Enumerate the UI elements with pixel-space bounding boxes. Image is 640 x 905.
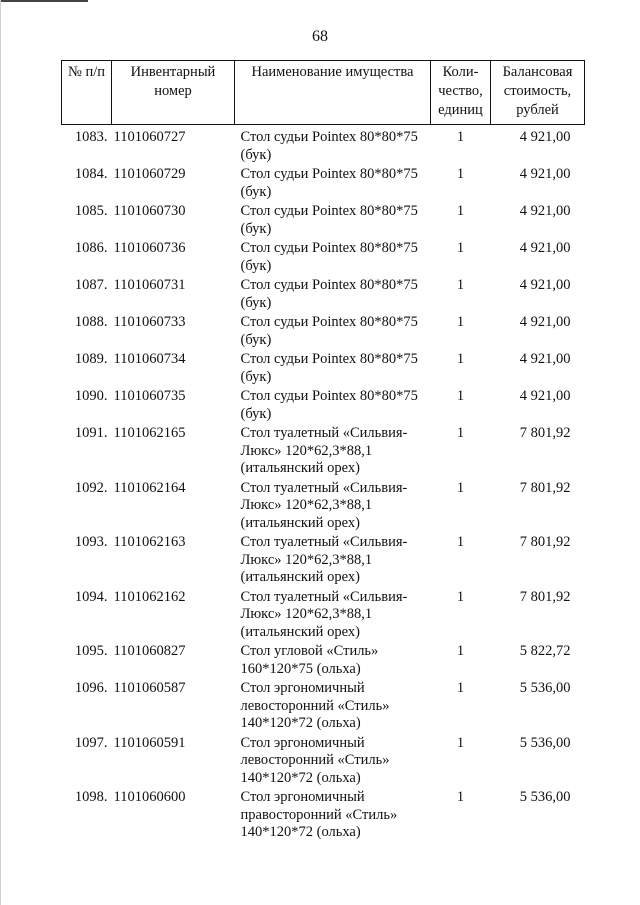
quantity: 1 — [456, 388, 465, 404]
row-number: 1083. — [74, 129, 108, 145]
inventory-number: 1101062165 — [113, 425, 186, 441]
inventory-number: 1101060733 — [113, 314, 186, 330]
table-row — [62, 589, 585, 644]
quantity: 1 — [456, 680, 465, 696]
property-name: Стол туалетный «Сильвия-Люкс» 120*62,3*88,1 (итальянский орех) — [240, 534, 408, 585]
header-name: Наименование имущества — [235, 61, 431, 125]
row-number: 1090. — [74, 388, 108, 404]
quantity: 1 — [456, 425, 465, 441]
table-row — [62, 735, 585, 790]
property-name: Стол судьи Pointex 80*80*75 (бук) — [240, 277, 418, 311]
inventory-number: 1101060591 — [113, 734, 186, 751]
inventory-number: 1101060727 — [113, 129, 186, 145]
table-row — [62, 425, 585, 480]
inventory-number: 1101062164 — [113, 479, 186, 496]
table-row — [62, 789, 585, 844]
balance-cost: 7 801,92 — [519, 425, 571, 441]
header-row — [62, 61, 585, 125]
balance-cost: 4 921,00 — [519, 203, 571, 219]
row-number: 1095. — [74, 643, 108, 659]
property-name: Стол эргономичный правосторонний «Стиль» 140*120*72 (ольха) — [240, 789, 398, 840]
row-number: 1088. — [74, 314, 108, 330]
balance-cost: 4 921,00 — [519, 388, 571, 404]
row-number: 1087. — [74, 277, 108, 293]
balance-cost: 7 801,92 — [519, 479, 571, 496]
scan-edge-mark — [0, 0, 88, 2]
inventory-number: 1101060736 — [113, 240, 186, 256]
balance-cost: 7 801,92 — [519, 534, 571, 550]
property-table — [61, 60, 585, 844]
property-name: Стол судьи Pointex 80*80*75 (бук) — [240, 351, 418, 385]
quantity: 1 — [456, 314, 465, 330]
page-number: 68 — [312, 28, 328, 45]
quantity: 1 — [456, 534, 465, 550]
table-row — [62, 388, 585, 425]
quantity: 1 — [456, 166, 465, 182]
inventory-number: 1101062162 — [113, 588, 186, 605]
row-number: 1094. — [74, 588, 108, 605]
table-body — [62, 125, 585, 844]
header-cost: Балансовая стоимость, рублей — [491, 61, 585, 125]
balance-cost: 4 921,00 — [519, 166, 571, 182]
quantity: 1 — [456, 479, 465, 496]
quantity: 1 — [456, 643, 465, 659]
inventory-number: 1101060731 — [113, 277, 186, 293]
inventory-number: 1101060730 — [113, 203, 186, 219]
balance-cost: 4 921,00 — [519, 129, 571, 145]
property-name: Стол судьи Pointex 80*80*75 (бук) — [240, 129, 418, 163]
table-row — [62, 351, 585, 388]
quantity: 1 — [456, 129, 465, 145]
row-number: 1093. — [74, 534, 108, 550]
table-row — [62, 277, 585, 314]
inventory-number: 1101060734 — [113, 351, 186, 367]
quantity: 1 — [456, 789, 465, 805]
row-number: 1084. — [74, 166, 108, 182]
balance-cost: 7 801,92 — [519, 588, 571, 605]
property-name: Стол туалетный «Сильвия-Люкс» 120*62,3*88,1 (итальянский орех) — [240, 425, 408, 476]
header-num: № п/п — [62, 61, 112, 125]
inventory-number: 1101062163 — [113, 534, 186, 550]
table-row — [62, 314, 585, 351]
table-header — [62, 61, 585, 125]
quantity: 1 — [456, 203, 465, 219]
quantity: 1 — [456, 240, 465, 256]
balance-cost: 5 536,00 — [519, 680, 571, 696]
row-number: 1091. — [74, 425, 108, 441]
table-row — [62, 240, 585, 277]
balance-cost: 5 536,00 — [519, 789, 571, 805]
row-number: 1086. — [74, 240, 108, 256]
property-name: Стол судьи Pointex 80*80*75 (бук) — [240, 314, 418, 348]
quantity: 1 — [456, 588, 465, 605]
row-number: 1092. — [74, 479, 108, 496]
balance-cost: 5 536,00 — [519, 734, 571, 751]
property-name: Стол туалетный «Сильвия-Люкс» 120*62,3*88,1 (итальянский орех) — [240, 479, 408, 531]
inventory-number: 1101060587 — [113, 680, 186, 696]
row-number: 1089. — [74, 351, 108, 367]
table-row — [62, 125, 585, 167]
scan-left-edge — [0, 0, 1, 905]
table-row — [62, 480, 585, 535]
property-name: Стол судьи Pointex 80*80*75 (бук) — [240, 203, 418, 237]
inventory-number: 1101060600 — [113, 789, 186, 805]
quantity: 1 — [456, 277, 465, 293]
header-qty: Коли-чество, единиц — [431, 61, 491, 125]
row-number: 1098. — [74, 789, 108, 805]
table-row — [62, 643, 585, 680]
balance-cost: 4 921,00 — [519, 314, 571, 330]
table-row — [62, 166, 585, 203]
header-inventory: Инвентарный номер — [112, 61, 235, 125]
row-number: 1096. — [74, 680, 108, 696]
balance-cost: 4 921,00 — [519, 351, 571, 367]
property-name: Стол судьи Pointex 80*80*75 (бук) — [240, 388, 418, 422]
row-number: 1097. — [74, 734, 108, 751]
table-row — [62, 534, 585, 589]
balance-cost: 4 921,00 — [519, 277, 571, 293]
property-name: Стол туалетный «Сильвия-Люкс» 120*62,3*88,1 (итальянский орех) — [240, 588, 408, 640]
table-row — [62, 203, 585, 240]
inventory-number: 1101060827 — [113, 643, 186, 659]
balance-cost: 4 921,00 — [519, 240, 571, 256]
row-number: 1085. — [74, 203, 108, 219]
table-row — [62, 680, 585, 735]
inventory-number: 1101060729 — [113, 166, 186, 182]
quantity: 1 — [456, 351, 465, 367]
property-name: Стол эргономичный левосторонний «Стиль» 140*120*72 (ольха) — [240, 734, 390, 786]
property-name: Стол эргономичный левосторонний «Стиль» 140*120*72 (ольха) — [240, 680, 390, 731]
property-name: Стол угловой «Стиль» 160*120*75 (ольха) — [240, 643, 379, 677]
inventory-number: 1101060735 — [113, 388, 186, 404]
quantity: 1 — [456, 734, 465, 751]
property-name: Стол судьи Pointex 80*80*75 (бук) — [240, 240, 418, 274]
property-name: Стол судьи Pointex 80*80*75 (бук) — [240, 166, 418, 200]
balance-cost: 5 822,72 — [519, 643, 571, 659]
